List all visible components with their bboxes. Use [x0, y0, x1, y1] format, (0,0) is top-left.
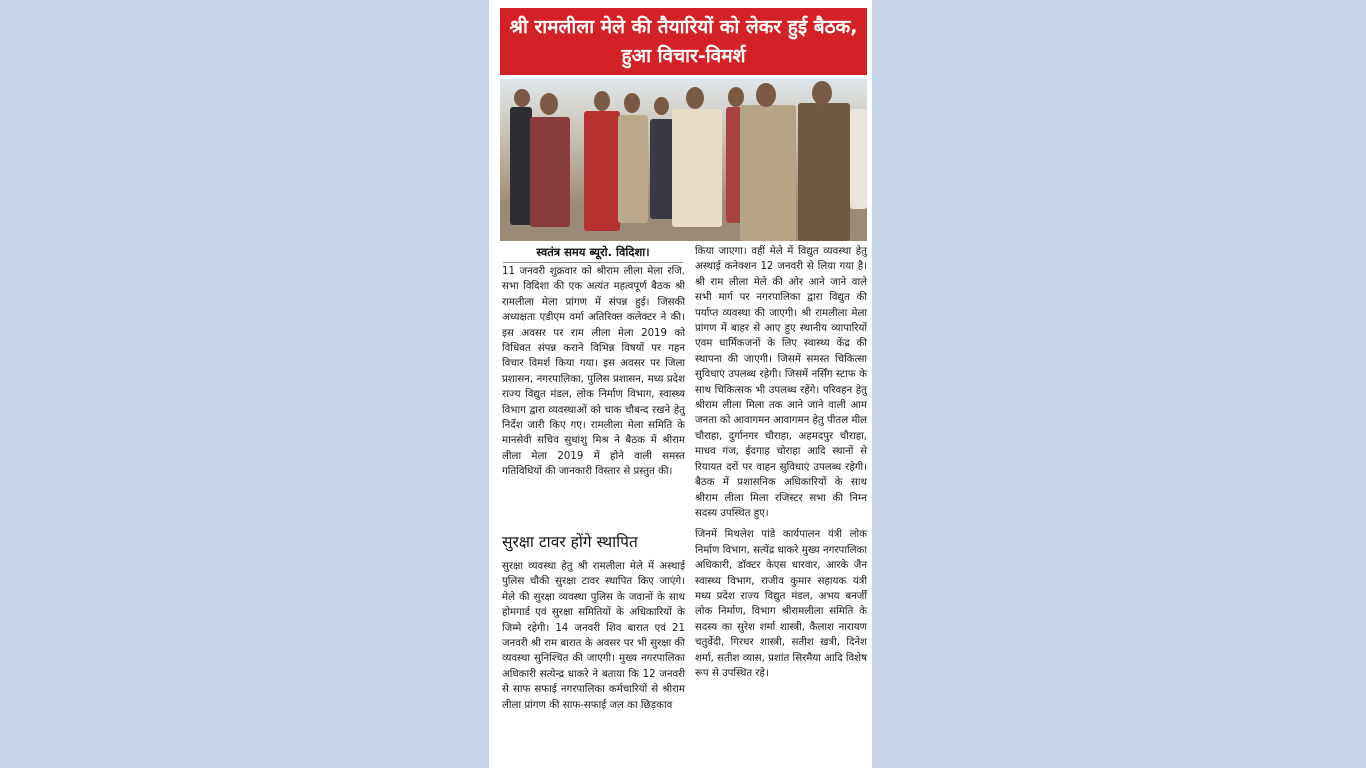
article-text-left — [502, 264, 685, 480]
paragraph: सुरक्षा व्यवस्था हेतु श्री रामलीला मेले में अस्थाई पुलिस चौकी सुरक्षा टावर स्थापित किए जाएंगे। मेले की सुरक्षा व्यवस्था पुलिस के जवानों के साथ होमगार्ड एवं सुरक्षा समितियों के अधिकारियों के जिम्मे रहेगी। 14 जनवरी शिव बारात एवं 21 जनवरी श्री राम बारात के अवसर पर भी सुरक्षा की व्यवस्था सुनिश्चित की जाएगी। मुख्य नगरपालिका अधिकारी सत्येन्द्र धाकरे ने बताया कि 12 जनवरी से साफ सफाई नगरपालिका कर्मचारियों से श्रीराम लीला प्रांगण की साफ-सफाई जल का छिड़काव — [502, 561, 685, 711]
photo-person-head — [686, 87, 704, 109]
headline: श्री रामलीला मेले की तैयारियों को लेकर हुई बैठक, हुआ विचार-विमर्श — [500, 8, 867, 75]
photo-person — [740, 105, 796, 241]
photo-person-head — [514, 89, 530, 107]
photo-person — [850, 109, 867, 209]
newspaper-clipping — [489, 0, 872, 768]
photo-person — [510, 107, 532, 225]
photo-person — [530, 117, 570, 227]
byline: स्वतंत्र समय ब्यूरो. विदिशा। — [503, 244, 683, 263]
photo-person — [672, 109, 722, 227]
photo-person — [798, 103, 850, 241]
photo-person-head — [624, 93, 640, 113]
photo-person-head — [756, 83, 776, 107]
paragraph: 11 जनवरी शुक्रवार को श्रीराम लीला मेला रजि. सभा विदिशा की एक अत्यंत महत्वपूर्ण बैठक श्री रामलीला मेला प्रांगण में संपन्न हुई। जिसकी अध्यक्षता एडीएम वर्मा अतिरिक्त कलेक्टर ने की। इस अवसर पर राम लीला मेला 2019 को विधिवत संपन्न कराने विभिन्न विषयों पर गहन विचार विमर्श किया गया। इस अवसर पर जिला प्रशासन, नगरपालिका, पुलिस प्रशासन, मध्य प्रदेश राज्य विद्युत मंडल, लोक निर्माण विभाग, स्वास्थ्य विभाग द्वारा व्यवस्थाओं को चाक चौबन्द रखने हेतु निर्देश जारी किए गए। रामलीला मेला समिति के मानसेवी सचिव सुधांशु मिश्र ने बैठक में श्रीराम लीला मेला 2019 में होने वाली समस्त गतिविधियों की जानकारी विस्तार से प्रस्तुत की। — [502, 266, 685, 478]
photo-person — [584, 111, 620, 231]
photo-person-head — [540, 93, 558, 115]
article-text-right — [695, 244, 867, 681]
photo-person-head — [594, 91, 610, 111]
paragraph: जिनमें मिथलेश पांडे कार्यपालन यंत्री लोक निर्माण विभाग, सत्येंद्र धाकरे मुख्य नगरपालिका अधिकारी, डॉक्टर केएस धारवार, आरके जैन स्वास्थ्य विभाग, राजीव कुमार सहायक यंत्री मध्य प्रदेश राज्य विद्युत मंडल, अभय बनर्जी लोक निर्माण, विभाग श्रीरामलीला समिति के सदस्य का सुरेश शर्मा शास्त्री, कैलाश नारायण चतुर्वेदी, गिरधर शास्त्री, सतीश खत्री, दिनेश शर्मा, सतीश व्यास, प्रशांत सिरमैया आदि विशेष रूप से उपस्थित रहे। — [695, 529, 867, 679]
photo-person-head — [812, 81, 832, 105]
news-photo — [500, 79, 867, 241]
article-text-left-continued — [502, 559, 685, 713]
photo-person — [650, 119, 674, 219]
subheading: सुरक्षा टावर होंगे स्थापित — [502, 533, 638, 551]
photo-person-head — [728, 87, 744, 107]
photo-person-head — [654, 97, 669, 115]
paragraph: किया जाएगा। वहीं मेले में विद्युत व्यवस्था हेतु अस्थाई कनेक्शन 12 जनवरी से लिया गया है। श्री राम लीला मेले की ओर आने जाने वाले सभी मार्ग पर नगरपालिका द्वारा विद्युत की पर्याप्त व्यवस्था की जाएगी। श्री रामलीला मेला प्रांगण में बाहर से आए हुए स्थानीय व्यापारियों एवम धार्मिकजनों के लिए स्वास्थ्य केंद्र की स्थापना की जाएगी। जिसमें समस्त चिकित्सा सुविधाएं उपलब्ध रहेगी। जिसमें नर्सिंग स्टाफ के साथ चिकित्सक भी उपलब्ध रहेंगे। परिवहन हेतु श्रीराम लीला मिला तक आने जाने वाली आम जनता को आवागमन आवागमन हेतु पीतल मील चौराहा, दुर्गानगर चौराहा, अहमदपुर चौराहा, माधव गंज, ईदगाह चोराहा आदि स्थानों से रियायत दरों पर वाहन सुविधाएं उपलब्ध रहेगी। बैठक में प्रशासनिक अधिकारियों के साथ श्रीराम लीला मिला रजिस्टर सभा की निम्न सदस्य उपस्थित हुए। — [695, 246, 867, 519]
photo-person — [618, 115, 648, 223]
